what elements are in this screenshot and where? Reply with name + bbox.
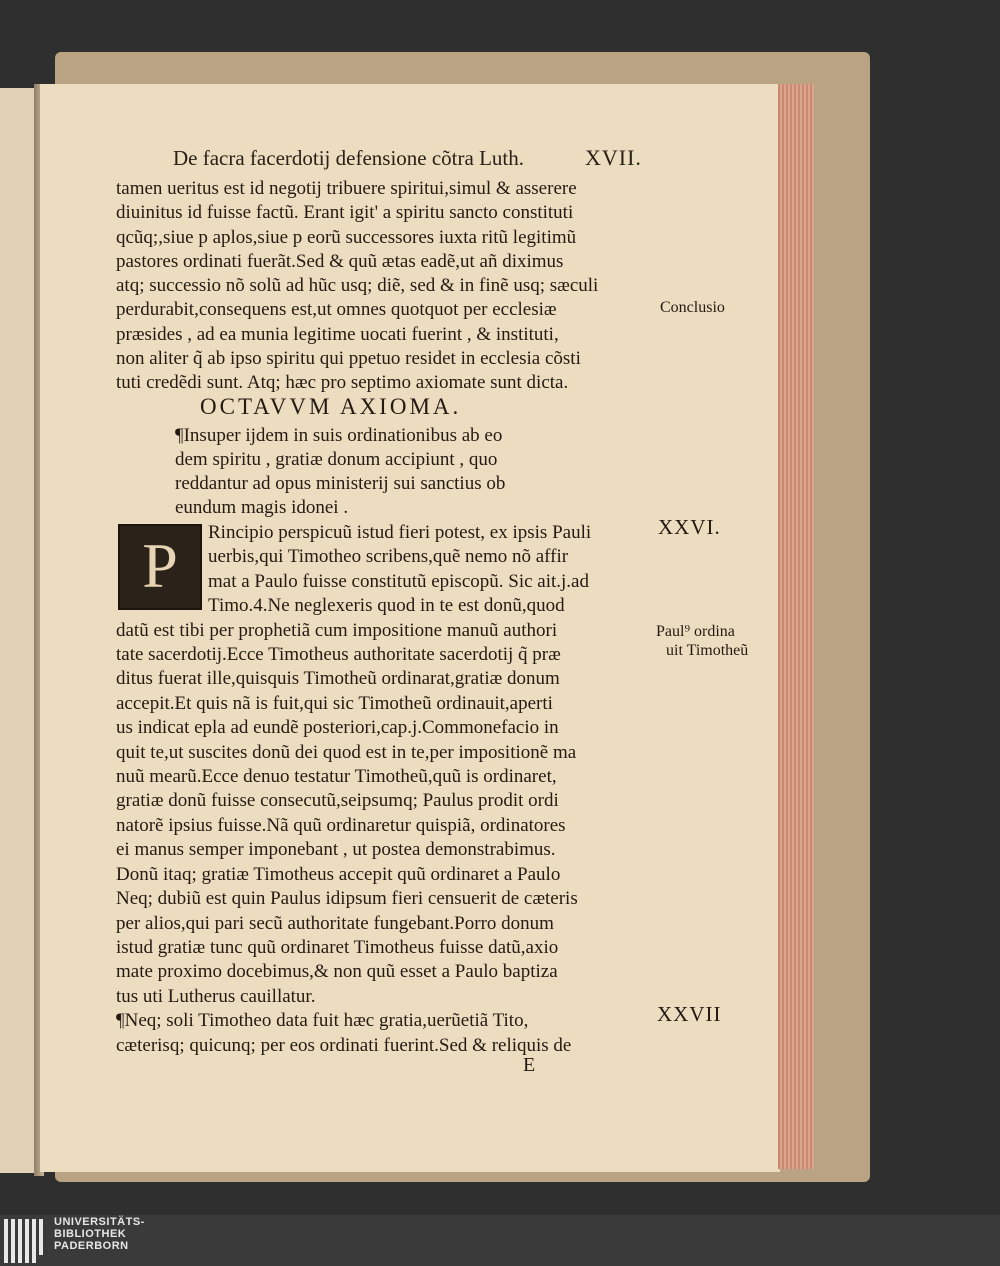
- axiom-statement: [175, 424, 505, 520]
- text-line: ¶Neq; soli Timotheo data fuit hæc gratia,uerũetiã Tito,: [116, 1010, 529, 1032]
- marginal-note-conclusio: Conclusio: [660, 299, 725, 316]
- axiom-heading: OCTAVVM AXIOMA.: [200, 394, 462, 419]
- text-line: eundum magis idonei .: [175, 497, 349, 518]
- section-text: [116, 521, 591, 1058]
- text-line: datũ est tibi per prophetiã cum impositione manuũ authori: [116, 619, 558, 641]
- text-line: Donũ itaq; gratiæ Timotheus accepit quũ ordinaret a Paulo: [116, 863, 561, 885]
- text-line: præsides , ad ea munia legitime uocati fuerint , & instituti,: [116, 323, 559, 345]
- library-name-line: BIBLIOTHEK: [54, 1228, 127, 1240]
- text-line: tus uti Lutherus cauillatur.: [116, 985, 316, 1007]
- text-line: us indicat epla ad eundẽ posteriori,cap.j.Commonefacio in: [116, 717, 559, 739]
- text-line: non aliter q̃ ab ipso spiritu qui ppetuo residet in ecclesia cõsti: [116, 348, 581, 370]
- text-line: nuũ mearũ.Ecce denuo testatur Timotheũ,quũ is ordinaret,: [116, 766, 557, 788]
- text-line: Rincipio perspicuũ istud fieri potest, ex ipsis Pauli: [208, 522, 592, 543]
- marginal-note-paulus-2: uit Timotheũ: [666, 642, 749, 659]
- marginal-number-xxvii: XXVII: [657, 1002, 722, 1026]
- decorated-initial: P: [118, 524, 202, 610]
- fore-edge: [778, 84, 814, 1169]
- body-text: [116, 177, 666, 396]
- running-title: De facra facerdotij defensione cõtra Luth.: [173, 146, 524, 170]
- text-line: qcũq;,siue p aplos,siue p eorũ successores iuxta ritũ legitimũ: [116, 226, 577, 248]
- library-logo-icon: [4, 1219, 44, 1263]
- text-line: tate sacerdotij.Ecce Timotheus authoritate sacerdotij q̃ præ: [116, 644, 561, 666]
- text-line: atq; successio nõ solũ ad hũc usq; diẽ, sed & in finẽ usq; sæculi: [116, 275, 599, 297]
- text-line: diuinitus id fuisse factũ. Erant igit' a spiritu sancto constituti: [116, 202, 574, 224]
- text-line: perdurabit,consequens est,ut omnes quotquot per ecclesiæ: [116, 299, 557, 321]
- text-line: Neq; dubiũ est quin Paulus idipsum fieri censuerit de cæteris: [116, 888, 578, 910]
- marginal-note-paulus: Paul⁹ ordina: [656, 623, 735, 640]
- library-name-line: PADERBORN: [54, 1240, 129, 1252]
- text-line: istud gratiæ tunc quũ ordinaret Timotheus fuisse datũ,axio: [116, 936, 559, 958]
- text-line: tuti credẽdi sunt. Atq; hæc pro septimo axiomate sunt dicta.: [116, 372, 569, 394]
- left-page-edge: [0, 88, 38, 1173]
- text-line: quit te,ut suscites donũ dei quod est in te,per impositionẽ ma: [116, 741, 577, 763]
- text-line: accepit.Et quis nã is fuit,qui sic Timotheũ ordinauit,aperti: [116, 692, 553, 714]
- folio-number: XVII.: [585, 145, 642, 170]
- footer-bar: [0, 1215, 1000, 1266]
- text-line: dem spiritu , gratiæ donum accipiunt , quo: [175, 449, 498, 470]
- text-line: cæterisq; quicunq; per eos ordinati fuerint.Sed & reliquis de: [116, 1034, 572, 1056]
- text-line: Timo.4.Ne neglexeris quod in te est donũ,quod: [208, 595, 565, 617]
- text-line: natorẽ ipsius fuisse.Nã quũ ordinaretur quispiã, ordinatores: [116, 814, 566, 836]
- text-line: per alios,qui pari secũ authoritate fungebant.Porro donum: [116, 912, 554, 934]
- text-line: mate proximo docebimus,& non quũ esset a Paulo baptiza: [116, 961, 558, 983]
- marginal-number-xxvi: XXVI.: [658, 515, 721, 539]
- text-line: ditus fuerat ille,quisquis Timotheũ ordinarat,gratiæ donum: [116, 668, 560, 690]
- text-line: ¶Insuper ijdem in suis ordinationibus ab eo: [175, 425, 503, 446]
- text-line: tamen ueritus est id negotij tribuere spiritui,simul & asserere: [116, 178, 577, 199]
- library-name: [54, 1216, 145, 1252]
- text-line: gratiæ donũ fuisse consecutũ,seipsumq; Paulus prodit ordi: [116, 790, 559, 812]
- text-line: uerbis,qui Timotheo scribens,quẽ nemo nõ affir: [208, 546, 569, 568]
- text-line: ei manus semper imponebant , ut postea demonstrabimus.: [116, 839, 556, 861]
- text-line: mat a Paulo fuisse constitutũ episcopũ. Sic ait.j.ad: [208, 570, 589, 592]
- text-line: pastores ordinati fuerãt.Sed & quũ ætas eadẽ,ut añ diximus: [116, 250, 564, 272]
- library-name-line: UNIVERSITÄTS-: [54, 1216, 145, 1228]
- text-line: reddantur ad opus ministerij sui sanctius ob: [175, 473, 506, 494]
- catchword: E: [523, 1054, 536, 1076]
